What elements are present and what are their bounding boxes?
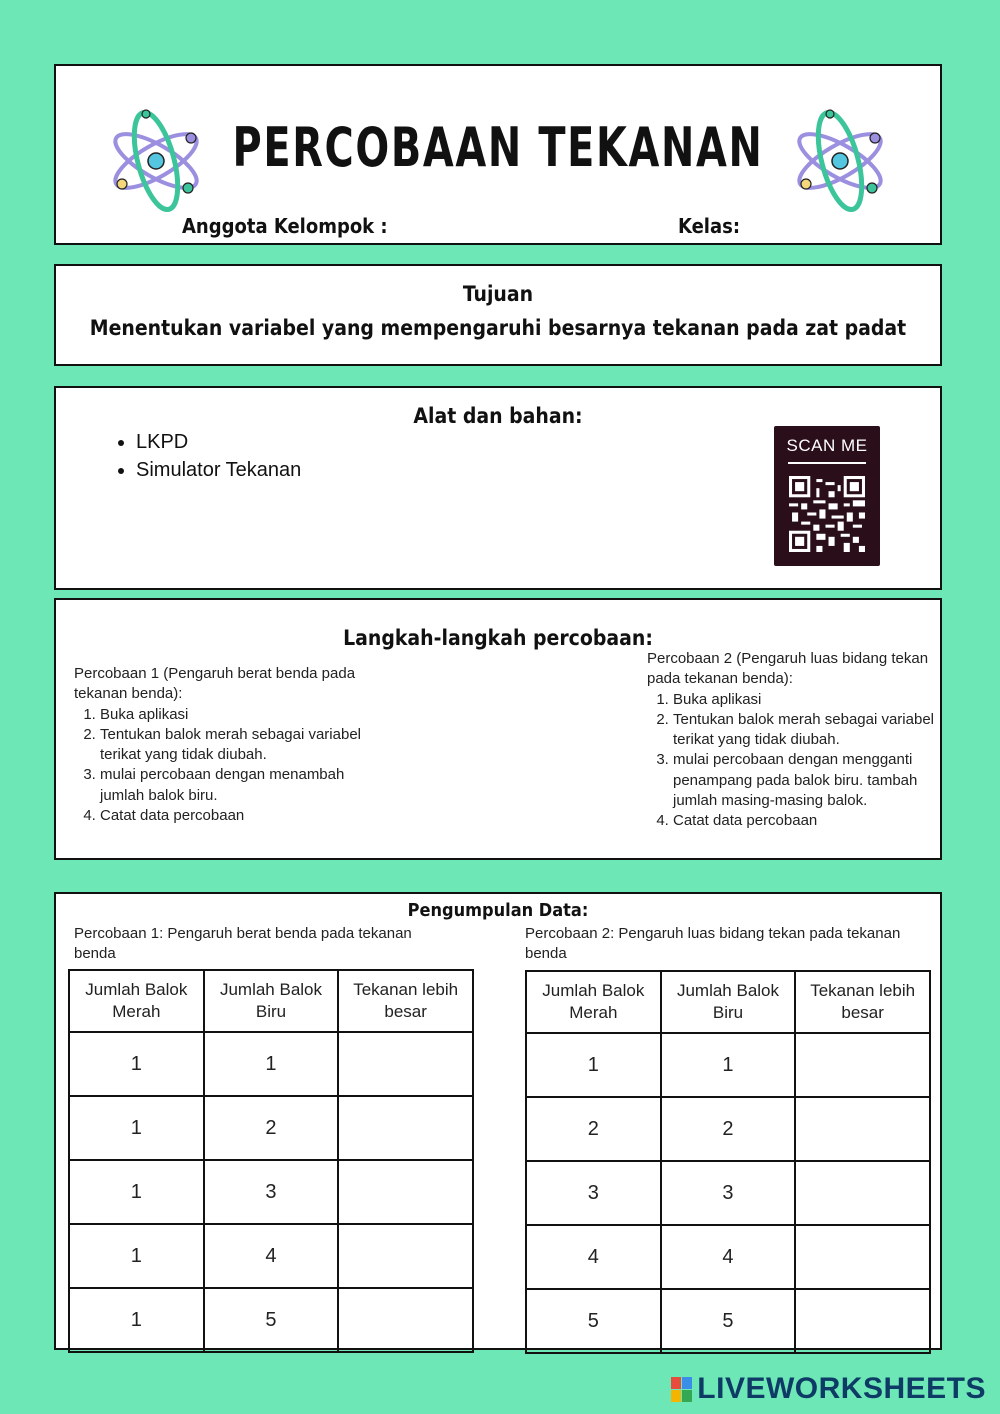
table-header: Jumlah Balok Biru [661, 971, 796, 1033]
table-cell: 4 [204, 1224, 339, 1288]
answer-cell[interactable] [338, 1160, 473, 1224]
steps-box [54, 598, 942, 860]
answer-cell[interactable] [795, 1033, 930, 1097]
table-2-caption: Percobaan 2: Pengaruh luas bidang tekan pada tekanan benda [525, 925, 901, 962]
tools-box [54, 386, 942, 590]
list-item: 1. Buka aplikasi [673, 690, 937, 710]
experiment-2-title: Percobaan 2 (Pengaruh luas bidang tekan pada tekanan benda): [647, 650, 929, 688]
table-cell: 1 [69, 1288, 204, 1352]
table-header: Tekanan lebih besar [338, 970, 473, 1032]
list-item: 1. Buka aplikasi [100, 705, 364, 725]
list-item: 3. mulai percobaan dengan menambah jumlah balok biru. [100, 765, 364, 806]
table-header: Tekanan lebih besar [795, 971, 930, 1033]
table-cell: 1 [204, 1032, 339, 1096]
class-label: Kelas: [678, 214, 741, 238]
table-row [526, 1097, 930, 1161]
liveworksheets-logo-icon [671, 1377, 693, 1403]
tools-heading: Alat dan bahan: [413, 404, 583, 428]
list-item: 3. mulai percobaan dengan mengganti penampang pada balok biru. tambah jumlah masing-masing balok. [673, 750, 937, 811]
answer-cell[interactable] [338, 1096, 473, 1160]
list-item: 2. Tentukan balok merah sebagai variabel terikat yang tidak diubah. [673, 710, 937, 751]
table-cell: 1 [69, 1160, 204, 1224]
divider [788, 462, 866, 464]
header-box [54, 64, 942, 245]
list-item: 2. Tentukan balok merah sebagai variabel terikat yang tidak diubah. [100, 725, 364, 766]
table-cell: 3 [526, 1161, 661, 1225]
table-cell: 4 [526, 1225, 661, 1289]
liveworksheets-brand[interactable] [671, 1372, 986, 1406]
answer-cell[interactable] [338, 1288, 473, 1352]
table-row [526, 1161, 930, 1225]
table-header: Jumlah Balok Biru [204, 970, 339, 1032]
table-cell: 5 [661, 1289, 796, 1353]
table-row [69, 1160, 473, 1224]
table-cell: 2 [204, 1096, 339, 1160]
table-cell: 2 [661, 1097, 796, 1161]
answer-cell[interactable] [795, 1097, 930, 1161]
steps-heading: Langkah-langkah percobaan: [343, 626, 653, 650]
brand-name: LIVEWORKSHEETS [697, 1372, 986, 1405]
table-row [69, 1096, 473, 1160]
table-cell: 1 [526, 1033, 661, 1097]
table-cell: 2 [526, 1097, 661, 1161]
list-item: • LKPD [136, 428, 301, 456]
table-cell: 3 [661, 1161, 796, 1225]
table-cell: 3 [204, 1160, 339, 1224]
list-item: 4. Catat data percobaan [673, 811, 937, 831]
table-cell: 1 [69, 1096, 204, 1160]
table-cell: 1 [661, 1033, 796, 1097]
answer-cell[interactable] [795, 1161, 930, 1225]
table-cell: 4 [661, 1225, 796, 1289]
goal-heading: Tujuan [462, 282, 534, 306]
group-members-label: Anggota Kelompok : [182, 214, 388, 238]
table-header: Jumlah Balok Merah [526, 971, 661, 1033]
table-header: Jumlah Balok Merah [69, 970, 204, 1032]
table-row [526, 1033, 930, 1097]
experiment-1-title: Percobaan 1 (Pengaruh berat benda pada tekanan benda): [74, 665, 356, 703]
table-cell: 1 [69, 1224, 204, 1288]
table-cell: 5 [526, 1289, 661, 1353]
table-1-caption: Percobaan 1: Pengaruh berat benda pada tekanan benda [74, 925, 412, 962]
list-item: • Simulator Tekanan [136, 456, 301, 484]
qr-code-icon [789, 476, 865, 552]
table-1 [68, 969, 474, 1353]
answer-cell[interactable] [795, 1225, 930, 1289]
table-row [69, 1032, 473, 1096]
goal-box [54, 264, 942, 366]
data-box [54, 892, 942, 1350]
table-cell: 5 [204, 1288, 339, 1352]
tools-list [106, 428, 301, 484]
data-heading: Pengumpulan Data: [407, 900, 589, 921]
goal-text: Menentukan variabel yang mempengaruhi besarnya tekanan pada zat padat [89, 316, 907, 340]
list-item: 4. Catat data percobaan [100, 806, 364, 826]
answer-cell[interactable] [795, 1289, 930, 1353]
table-row [526, 1289, 930, 1353]
answer-cell[interactable] [338, 1032, 473, 1096]
table-2 [525, 970, 931, 1354]
table-row [69, 1288, 473, 1352]
experiment-1-steps [74, 664, 364, 826]
scan-me-label: SCAN ME [786, 436, 868, 455]
page-title: PERCOBAAN TEKANAN [232, 116, 764, 179]
table-row [526, 1225, 930, 1289]
table-row [69, 1224, 473, 1288]
answer-cell[interactable] [338, 1224, 473, 1288]
qr-card[interactable] [774, 426, 880, 566]
experiment-2-steps [647, 649, 937, 832]
atom-icon [790, 106, 890, 216]
table-cell: 1 [69, 1032, 204, 1096]
